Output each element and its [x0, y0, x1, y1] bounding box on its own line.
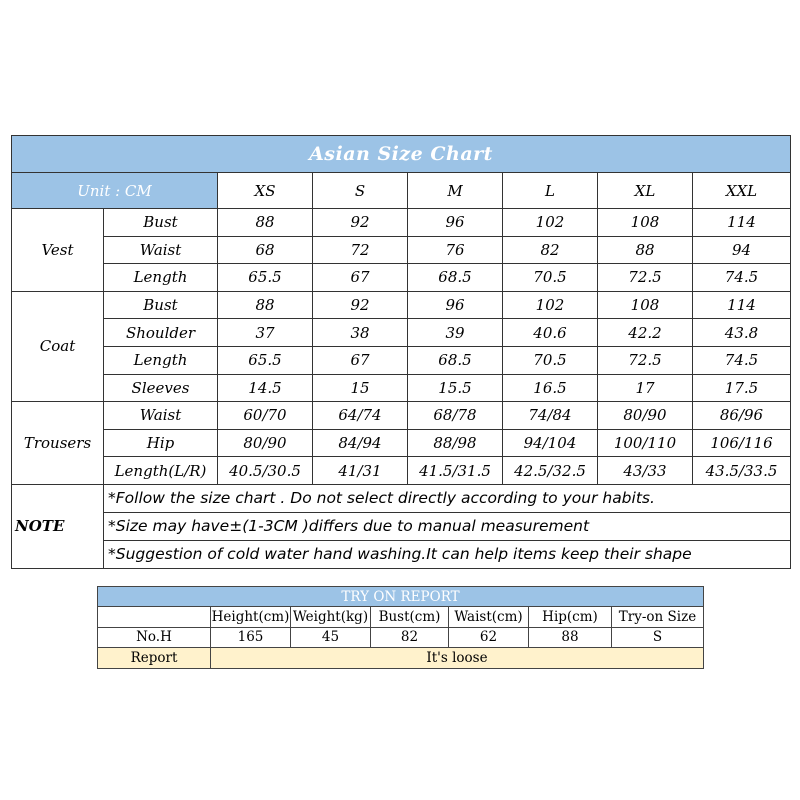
table-row: [12, 374, 791, 402]
unit-label: Unit : CM: [12, 173, 218, 209]
table-cell-empty: [98, 607, 211, 628]
table-row: [98, 627, 704, 648]
column-header: Waist(cm): [449, 607, 529, 628]
measure-label: Hip: [104, 429, 218, 457]
table-cell: 38: [313, 319, 408, 347]
table-cell: 94: [693, 236, 791, 264]
table-cell: 64/74: [313, 402, 408, 430]
table-cell: 41/31: [313, 457, 408, 485]
table-cell: S: [612, 627, 704, 648]
table-cell: 15.5: [408, 374, 503, 402]
table-cell: 74.5: [693, 346, 791, 374]
note-label: NOTE: [12, 484, 104, 568]
table-cell: 72.5: [598, 264, 693, 292]
table-cell: 108: [598, 291, 693, 319]
table-cell: 92: [313, 209, 408, 237]
table-cell: 102: [503, 209, 598, 237]
table-cell: 88: [218, 291, 313, 319]
table-cell: 70.5: [503, 264, 598, 292]
table-cell: 88/98: [408, 429, 503, 457]
table-cell: 40.6: [503, 319, 598, 347]
table-row: [12, 264, 791, 292]
size-header-s: S: [313, 173, 408, 209]
table-row: [12, 457, 791, 485]
table-cell: 86/96: [693, 402, 791, 430]
group-label-trousers: Trousers: [12, 402, 104, 485]
table-cell: 62: [449, 627, 529, 648]
table-cell: 96: [408, 291, 503, 319]
table-cell: 60/70: [218, 402, 313, 430]
size-chart-table: [11, 135, 791, 569]
column-header: Try-on Size: [612, 607, 704, 628]
table-row: [12, 402, 791, 430]
table-row: [12, 209, 791, 237]
table-cell: 17.5: [693, 374, 791, 402]
table-cell: 43.5/33.5: [693, 457, 791, 485]
table-cell: 37: [218, 319, 313, 347]
table-cell: 165: [211, 627, 291, 648]
table-cell: 41.5/31.5: [408, 457, 503, 485]
table-cell: 65.5: [218, 346, 313, 374]
table-row: [12, 429, 791, 457]
note-line: *Follow the size chart . Do not select directly according to your habits.: [104, 484, 791, 512]
table-cell: 43/33: [598, 457, 693, 485]
table-cell: 114: [693, 209, 791, 237]
table-cell: 40.5/30.5: [218, 457, 313, 485]
size-header-m: M: [408, 173, 503, 209]
try-on-title: TRY ON REPORT: [98, 587, 704, 607]
table-cell: 67: [313, 264, 408, 292]
table-cell: 14.5: [218, 374, 313, 402]
table-cell: 39: [408, 319, 503, 347]
table-cell: 42.2: [598, 319, 693, 347]
table-cell: 96: [408, 209, 503, 237]
table-cell: 43.8: [693, 319, 791, 347]
measure-label: Bust: [104, 209, 218, 237]
table-row: [12, 291, 791, 319]
report-text: It's loose: [211, 648, 704, 669]
table-cell: 102: [503, 291, 598, 319]
table-row: [12, 319, 791, 347]
note-row: [12, 540, 791, 568]
table-cell: 84/94: [313, 429, 408, 457]
report-row: [98, 648, 704, 669]
table-cell: 42.5/32.5: [503, 457, 598, 485]
table-row: [98, 607, 704, 628]
table-cell: 88: [598, 236, 693, 264]
measure-label: Length: [104, 264, 218, 292]
table-cell: 88: [529, 627, 612, 648]
table-cell: 114: [693, 291, 791, 319]
table-row: [12, 236, 791, 264]
group-label-vest: Vest: [12, 209, 104, 292]
row-label: No.H: [98, 627, 211, 648]
table-cell: 45: [291, 627, 371, 648]
column-header: Height(cm): [211, 607, 291, 628]
table-cell: 72: [313, 236, 408, 264]
table-cell: 70.5: [503, 346, 598, 374]
note-line: *Suggestion of cold water hand washing.It can help items keep their shape: [104, 540, 791, 568]
table-cell: 68: [218, 236, 313, 264]
table-cell: 15: [313, 374, 408, 402]
report-label: Report: [98, 648, 211, 669]
measure-label: Bust: [104, 291, 218, 319]
table-cell: 88: [218, 209, 313, 237]
table-cell: 94/104: [503, 429, 598, 457]
size-header-xl: XL: [598, 173, 693, 209]
measure-label: Waist: [104, 236, 218, 264]
table-cell: 76: [408, 236, 503, 264]
table-cell: 74/84: [503, 402, 598, 430]
measure-label: Length(L/R): [104, 457, 218, 485]
table-cell: 16.5: [503, 374, 598, 402]
table-cell: 68/78: [408, 402, 503, 430]
table-cell: 82: [503, 236, 598, 264]
measure-label: Shoulder: [104, 319, 218, 347]
table-row: [12, 346, 791, 374]
table-cell: 74.5: [693, 264, 791, 292]
note-line: *Size may have±(1-3CM )differs due to manual measurement: [104, 512, 791, 540]
table-cell: 108: [598, 209, 693, 237]
try-on-report-table: [97, 586, 704, 669]
measure-label: Length: [104, 346, 218, 374]
note-row: [12, 512, 791, 540]
table-cell: 82: [371, 627, 449, 648]
table-cell: 80/90: [598, 402, 693, 430]
size-header-l: L: [503, 173, 598, 209]
table-cell: 68.5: [408, 264, 503, 292]
size-header-xxl: XXL: [693, 173, 791, 209]
column-header: Hip(cm): [529, 607, 612, 628]
table-cell: 100/110: [598, 429, 693, 457]
measure-label: Sleeves: [104, 374, 218, 402]
chart-title: Asian Size Chart: [12, 136, 791, 173]
size-header-xs: XS: [218, 173, 313, 209]
column-header: Weight(kg): [291, 607, 371, 628]
column-header: Bust(cm): [371, 607, 449, 628]
table-cell: 106/116: [693, 429, 791, 457]
note-row: [12, 484, 791, 512]
group-label-coat: Coat: [12, 291, 104, 401]
table-cell: 65.5: [218, 264, 313, 292]
table-cell: 80/90: [218, 429, 313, 457]
table-cell: 67: [313, 346, 408, 374]
table-cell: 92: [313, 291, 408, 319]
table-cell: 17: [598, 374, 693, 402]
measure-label: Waist: [104, 402, 218, 430]
table-cell: 72.5: [598, 346, 693, 374]
table-cell: 68.5: [408, 346, 503, 374]
